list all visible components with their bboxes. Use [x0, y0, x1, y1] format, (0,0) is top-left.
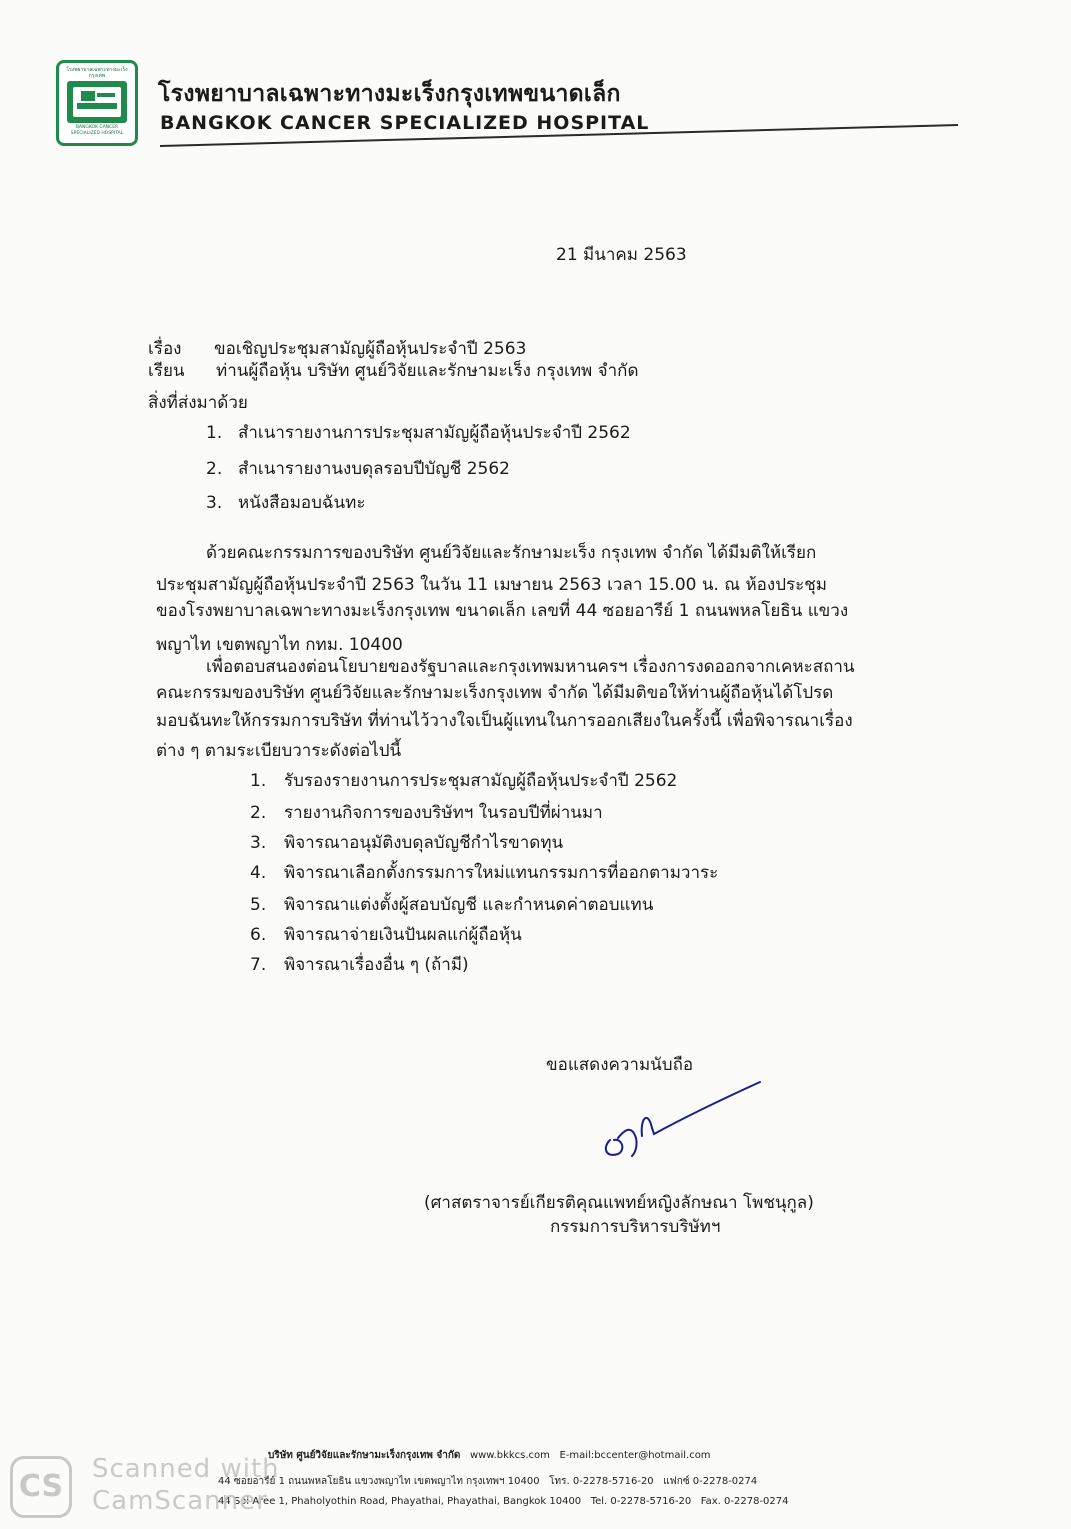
agenda-item — [250, 832, 563, 854]
footer-line1 — [268, 1448, 711, 1463]
footer-company-th: บริษัท ศูนย์วิจัยและรักษามะเร็งกรุงเทพ จำกัด — [268, 1450, 461, 1461]
agenda-text: รายงานกิจการของบริษัทฯ ในรอบปีที่ผ่านมา — [284, 803, 603, 823]
agenda-num: 5. — [250, 895, 267, 915]
footer-website: www.bkkcs.com — [469, 1450, 550, 1461]
signatory-name: (ศาสตราจารย์เกียรติคุณแพทย์หญิงลักษณา โพชนุกูล) — [424, 1193, 814, 1213]
agenda-text: พิจารณาอนุมัติงบดุลบัญชีกำไรขาดทุน — [284, 833, 564, 853]
logo-emblem-icon — [67, 81, 127, 123]
agenda-text: พิจารณาเลือกตั้งกรรมการใหม่แทนกรรมการที่ออกตามวาระ — [284, 863, 719, 883]
enclosure-num: 2. — [206, 459, 223, 479]
letter-date: 21 มีนาคม 2563 — [556, 245, 687, 265]
watermark-line2: CamScanner — [92, 1486, 268, 1516]
footer-line2 — [218, 1474, 757, 1489]
camscanner-logo-icon: CS — [10, 1456, 72, 1518]
recipient-text: ท่านผู้ถือหุ้น บริษัท ศูนย์วิจัยและรักษามะเร็ง กรุงเทพ จำกัด — [216, 361, 639, 381]
enclosure-item — [206, 492, 365, 514]
footer-phone-th: โทร. 0-2278-5716-20 — [549, 1476, 654, 1487]
paragraph2-line: มอบฉันทะให้กรรมการบริษัท ที่ท่านไว้วางใจเป็นผู้แทนในการออกเสียงในครั้งนี้ เพื่อพิจารณาเรื่อง — [156, 711, 853, 731]
footer-line3 — [218, 1496, 789, 1507]
paragraph1-line: ด้วยคณะกรรมการของบริษัท ศูนย์วิจัยและรักษามะเร็ง กรุงเทพ จำกัด ได้มีมติให้เรียก — [206, 543, 817, 563]
agenda-num: 1. — [250, 771, 267, 791]
watermark-line1: Scanned with — [92, 1454, 280, 1484]
agenda-num: 4. — [250, 863, 267, 883]
paragraph2-line: เพื่อตอบสนองต่อนโยบายของรัฐบาลและกรุงเทพมหานครฯ เรื่องการงดออกจากเคหะสถาน — [206, 657, 855, 677]
enclosure-text: สำเนารายงานการประชุมสามัญผู้ถือหุ้นประจำปี 2562 — [238, 423, 631, 443]
footer-fax-en: Fax. 0-2278-0274 — [700, 1496, 789, 1507]
agenda-text: พิจารณาแต่งตั้งผู้สอบบัญชี และกำหนดค่าตอบแทน — [284, 895, 654, 915]
enclosure-num: 3. — [206, 493, 223, 513]
agenda-num: 2. — [250, 803, 267, 823]
agenda-item — [250, 894, 653, 916]
agenda-num: 3. — [250, 833, 267, 853]
footer-phone-en: Tel. 0-2278-5716-20 — [590, 1496, 692, 1507]
agenda-text: พิจารณาเรื่องอื่น ๆ (ถ้ามี) — [284, 955, 469, 975]
agenda-item — [250, 802, 603, 824]
enclosures-label: สิ่งที่ส่งมาด้วย — [148, 393, 248, 413]
enclosure-item — [206, 458, 510, 480]
agenda-num: 7. — [250, 955, 267, 975]
hospital-logo — [56, 60, 138, 146]
agenda-num: 6. — [250, 925, 267, 945]
agenda-item — [250, 770, 677, 792]
footer-fax-th: แฟกซ์ 0-2278-0274 — [663, 1476, 758, 1487]
logo-top-text: โรงพยาบาลเฉพาะทางมะเร็งกรุงเทพ — [66, 67, 128, 79]
enclosure-text: หนังสือมอบฉันทะ — [238, 493, 366, 513]
agenda-text: พิจารณาจ่ายเงินปันผลแก่ผู้ถือหุ้น — [284, 925, 522, 945]
footer-email: E-mail:bccenter@hotmail.com — [559, 1450, 711, 1461]
footer-address-th: 44 ซอยอารีย์ 1 ถนนพหลโยธิน แขวงพญาไท เขตพญาไท กรุงเทพฯ 10400 — [218, 1476, 540, 1487]
recipient-label: เรียน — [148, 361, 185, 381]
hospital-name-en: BANGKOK CANCER SPECIALIZED HOSPITAL — [160, 112, 650, 134]
agenda-item — [250, 862, 718, 884]
paragraph1-line: ของโรงพยาบาลเฉพาะทางมะเร็งกรุงเทพ ขนาดเล็ก เลขที่ 44 ซอยอารีย์ 1 ถนนพหลโยธิน แขวง — [156, 601, 849, 621]
agenda-item — [250, 954, 469, 976]
paragraph1-line: พญาไท เขตพญาไท กทม. 10400 — [156, 635, 403, 655]
enclosure-item — [206, 422, 631, 444]
paragraph1-line: ประชุมสามัญผู้ถือหุ้นประจำปี 2563 ในวัน 11 เมษายน 2563 เวลา 15.00 น. ณ ห้องประชุม — [156, 575, 827, 595]
enclosure-text: สำเนารายงานงบดุลรอบปีบัญชี 2562 — [238, 459, 510, 479]
agenda-text: รับรองรายงานการประชุมสามัญผู้ถือหุ้นประจำปี 2562 — [284, 771, 678, 791]
agenda-item — [250, 924, 522, 946]
logo-bottom-text: BANGKOK CANCER SPECIALIZED HOSPITAL — [70, 125, 124, 136]
closing-text: ขอแสดงความนับถือ — [546, 1055, 694, 1075]
subject-label: เรื่อง — [148, 339, 182, 359]
header-rule — [160, 124, 958, 150]
subject-text: ขอเชิญประชุมสามัญผู้ถือหุ้นประจำปี 2563 — [214, 339, 527, 359]
enclosure-num: 1. — [206, 423, 223, 443]
paragraph2-line: คณะกรรมของบริษัท ศูนย์วิจัยและรักษามะเร็งกรุงเทพ จำกัด ได้มีมติขอให้ท่านผู้ถือหุ้นได้โปรด — [156, 683, 834, 703]
hospital-name-th: โรงพยาบาลเฉพาะทางมะเร็งกรุงเทพขนาดเล็ก — [158, 81, 621, 107]
paragraph2-line: ต่าง ๆ ตามระเบียบวาระดังต่อไปนี้ — [156, 741, 402, 761]
footer-address-en: 44 Soi Aree 1, Phaholyothin Road, Phayathai, Phayathai, Bangkok 10400 — [218, 1496, 582, 1507]
handwritten-signature — [596, 1078, 766, 1168]
signatory-title: กรรมการบริหารบริษัทฯ — [550, 1217, 721, 1237]
